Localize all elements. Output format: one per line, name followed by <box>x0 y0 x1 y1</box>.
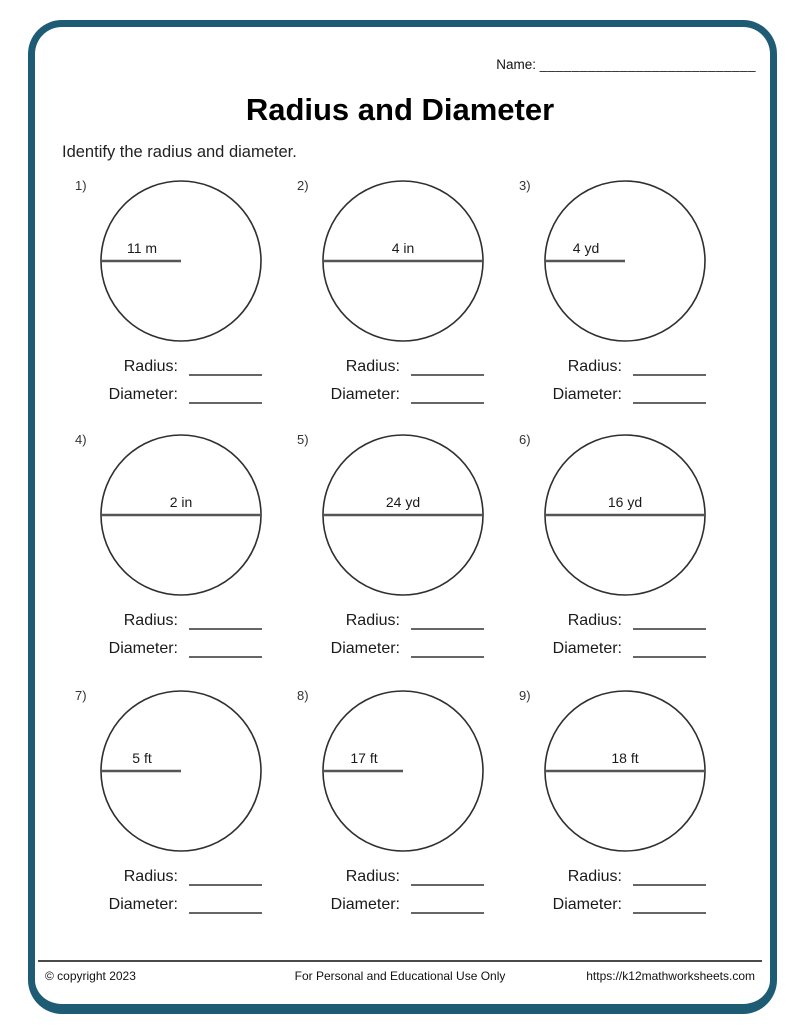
circle-figure <box>540 686 710 856</box>
answer-block <box>504 611 722 667</box>
problem-cell <box>504 428 722 680</box>
radius-answer-row <box>60 357 278 376</box>
problem-cell <box>60 174 278 426</box>
diameter-answer-row <box>504 385 722 404</box>
diameter-answer-row <box>282 385 500 404</box>
radius-blank-line <box>189 357 262 376</box>
problem-number: 3) <box>519 178 531 193</box>
problem-cell <box>504 684 722 936</box>
radius-answer-row <box>282 867 500 886</box>
problem-number: 1) <box>75 178 87 193</box>
diameter-blank-line <box>633 385 706 404</box>
problem-cell <box>282 174 500 426</box>
measurement-label: 17 ft <box>350 750 378 766</box>
diameter-label: Diameter: <box>108 640 178 657</box>
problem-cell <box>282 428 500 680</box>
footer-copyright: © copyright 2023 <box>45 969 136 983</box>
name-field <box>496 57 756 72</box>
measurement-label: 5 ft <box>132 750 152 766</box>
radius-blank-line <box>189 867 262 886</box>
radius-answer-row <box>282 611 500 630</box>
radius-blank-line <box>633 357 706 376</box>
diameter-blank-line <box>411 639 484 658</box>
diameter-blank-line <box>411 895 484 914</box>
measurement-label: 16 yd <box>607 494 643 510</box>
answer-block <box>282 357 500 413</box>
radius-answer-row <box>282 357 500 376</box>
measurement-label: 2 in <box>169 494 193 510</box>
radius-blank-line <box>633 611 706 630</box>
diameter-blank-line <box>411 385 484 404</box>
radius-label: Radius: <box>567 612 622 629</box>
radius-label: Radius: <box>123 868 178 885</box>
problem-cell <box>504 174 722 426</box>
problem-number: 5) <box>297 432 309 447</box>
diameter-blank-line <box>633 895 706 914</box>
radius-answer-row <box>504 357 722 376</box>
answer-block <box>282 867 500 923</box>
radius-label: Radius: <box>567 868 622 885</box>
radius-blank-line <box>633 867 706 886</box>
radius-label: Radius: <box>123 612 178 629</box>
radius-label: Radius: <box>123 358 178 375</box>
circle-figure <box>96 430 266 600</box>
footer-usage-note: For Personal and Educational Use Only <box>294 969 506 983</box>
problem-cell <box>60 428 278 680</box>
problem-number: 7) <box>75 688 87 703</box>
radius-answer-row <box>60 867 278 886</box>
problem-number: 4) <box>75 432 87 447</box>
diameter-blank-line <box>189 639 262 658</box>
diameter-answer-row <box>504 895 722 914</box>
problem-number: 8) <box>297 688 309 703</box>
radius-blank-line <box>411 867 484 886</box>
radius-label: Radius: <box>345 612 400 629</box>
diameter-label: Diameter: <box>552 386 622 403</box>
problem-number: 9) <box>519 688 531 703</box>
circle-figure <box>540 176 710 346</box>
radius-label: Radius: <box>345 358 400 375</box>
footer-url: https://k12mathworksheets.com <box>586 969 755 983</box>
problem-cell <box>282 684 500 936</box>
diameter-label: Diameter: <box>330 896 400 913</box>
answer-block <box>60 867 278 923</box>
diameter-answer-row <box>282 895 500 914</box>
answer-block <box>504 867 722 923</box>
circle-figure <box>318 686 488 856</box>
diameter-answer-row <box>60 385 278 404</box>
radius-blank-line <box>411 611 484 630</box>
radius-answer-row <box>60 611 278 630</box>
radius-blank-line <box>411 357 484 376</box>
radius-answer-row <box>504 867 722 886</box>
answer-block <box>282 611 500 667</box>
diameter-answer-row <box>60 639 278 658</box>
diameter-blank-line <box>633 639 706 658</box>
answer-block <box>60 611 278 667</box>
radius-blank-line <box>189 611 262 630</box>
measurement-label: 24 yd <box>385 494 421 510</box>
diameter-label: Diameter: <box>552 896 622 913</box>
circle-figure <box>540 430 710 600</box>
diameter-label: Diameter: <box>108 896 178 913</box>
radius-label: Radius: <box>567 358 622 375</box>
diameter-label: Diameter: <box>330 640 400 657</box>
diameter-answer-row <box>60 895 278 914</box>
diameter-label: Diameter: <box>552 640 622 657</box>
answer-block <box>504 357 722 413</box>
instruction-text: Identify the radius and diameter. <box>62 143 297 161</box>
radius-label: Radius: <box>345 868 400 885</box>
circle-figure <box>96 176 266 346</box>
name-label: Name: <box>496 57 537 72</box>
problem-cell <box>60 684 278 936</box>
name-blank-line: ___________________________ <box>539 57 756 72</box>
problem-number: 2) <box>297 178 309 193</box>
circle-figure <box>96 686 266 856</box>
circle-figure <box>318 176 488 346</box>
page-title: Radius and Diameter <box>245 92 555 127</box>
measurement-label: 4 in <box>391 240 415 256</box>
circle-figure <box>318 430 488 600</box>
diameter-label: Diameter: <box>330 386 400 403</box>
diameter-label: Diameter: <box>108 386 178 403</box>
diameter-answer-row <box>504 639 722 658</box>
measurement-label: 4 yd <box>572 240 600 256</box>
measurement-label: 11 m <box>126 240 158 256</box>
diameter-blank-line <box>189 895 262 914</box>
diameter-answer-row <box>282 639 500 658</box>
diameter-blank-line <box>189 385 262 404</box>
measurement-label: 18 ft <box>611 750 639 766</box>
problem-number: 6) <box>519 432 531 447</box>
footer-divider <box>38 960 762 962</box>
radius-answer-row <box>504 611 722 630</box>
answer-block <box>60 357 278 413</box>
